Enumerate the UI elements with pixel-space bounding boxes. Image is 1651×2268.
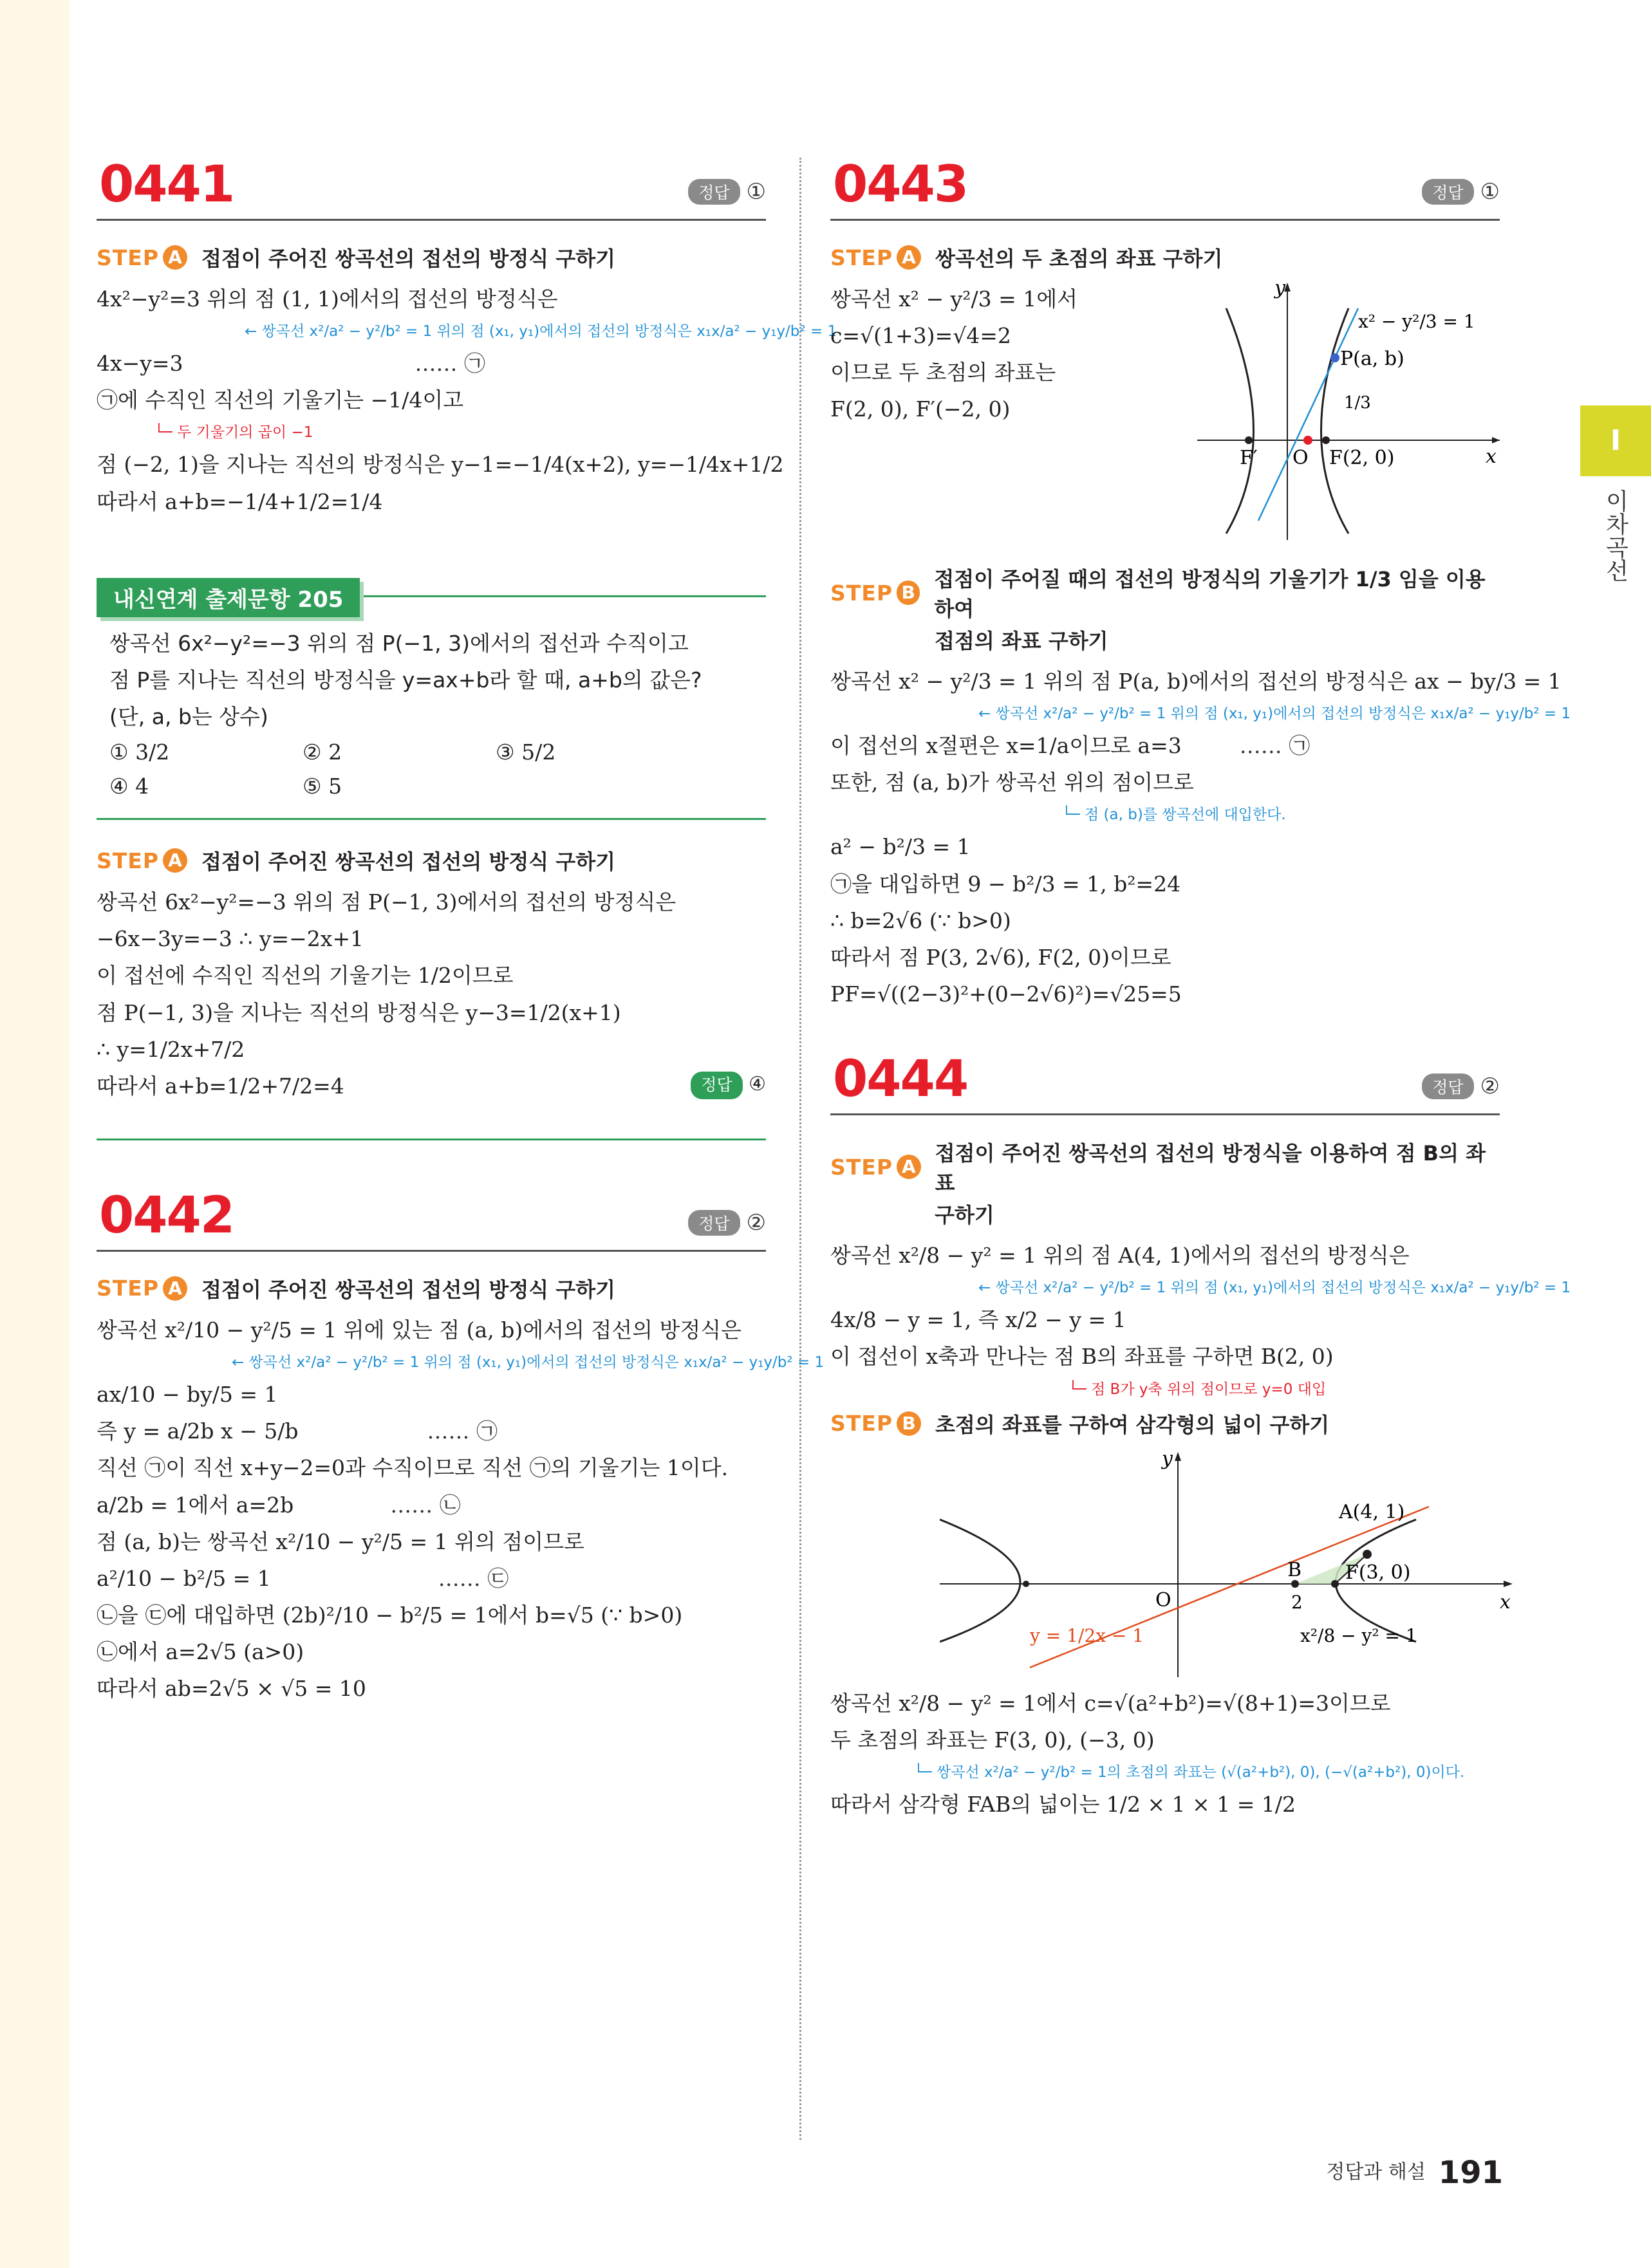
solution-line: 따라서 ab=2√5 × √5 = 10: [97, 1676, 366, 1702]
problem-0444-header: [830, 1043, 1500, 1115]
point-p-label: P(a, b): [1340, 348, 1404, 370]
focus-block: [830, 277, 1500, 553]
y-axis-label: y: [1162, 1448, 1173, 1470]
step-b-heading: STEP B 초점의 좌표를 구하여 삼각형의 넓이 구하기: [830, 1411, 1330, 1437]
step-a-heading: STEP A 접점이 주어진 쌍곡선의 접선의 방정식 구하기: [97, 1276, 616, 1302]
page-number: 191: [1438, 2155, 1503, 2191]
tick-label-2: 2: [1291, 1591, 1303, 1613]
hyperbola-figure-0443: [1197, 276, 1500, 540]
solution-205: [97, 846, 766, 1140]
slope-label: 1/3: [1344, 393, 1371, 413]
problem-0443-header: [830, 148, 1500, 221]
solution-line: 이 접선이 x축과 만나는 점 B의 좌표를 구하면 B(2, 0): [830, 1344, 1334, 1370]
choices: [109, 739, 753, 799]
step-b-heading-cont: 접점의 좌표 구하기: [935, 629, 1108, 653]
solution-line: ㉠을 대입하면 9 − b²/3 = 1, b²=24: [830, 871, 1181, 897]
chapter-title: 이차곡선: [1602, 489, 1628, 582]
column-divider: [799, 158, 801, 2140]
step-a-heading: STEP A 쌍곡선의 두 초점의 좌표 구하기: [830, 245, 1223, 271]
solution-line: 점 (−2, 1)을 지나는 직선의 방정식은 y−1=−1/4(x+2), y=−1/4x+1/2: [97, 452, 784, 478]
formula-note: └─ 두 기울기의 곱이 −1: [154, 424, 313, 442]
answer-badge: 정답 ④: [691, 1070, 766, 1100]
solution-line: ∴ y=1/2x+7/2: [97, 1036, 245, 1062]
right-column: [830, 148, 1571, 1825]
step-a-heading: STEP A 접점이 주어진 쌍곡선의 접선의 방정식 구하기: [97, 245, 616, 271]
solution-line: 4x/8 − y = 1, 즉 x/2 − y = 1: [830, 1307, 1126, 1333]
left-column: [97, 148, 837, 1709]
page-footer: [1326, 2155, 1503, 2191]
formula-note: └─ 점 (a, b)를 쌍곡선에 대입한다.: [1062, 806, 1286, 824]
answer-badge: 정답 ①: [1422, 179, 1500, 205]
problem-number: 0441: [99, 156, 234, 214]
solution-line: 직선 ㉠이 직선 x+y−2=0과 수직이므로 직선 ㉠의 기울기는 1이다.: [97, 1455, 729, 1481]
problem-number: 0443: [833, 156, 968, 214]
solution-line: 쌍곡선 x² − y²/3 = 1 위의 점 P(a, b)에서의 접선의 방정식은 ax − by/3 = 1: [830, 669, 1562, 694]
solution-line: ∴ b=2√6 (∵ b>0): [830, 907, 1011, 933]
solution-line: a²/10 − b²/5 = 1 …… ㉢: [97, 1565, 509, 1591]
focus-f-label: F(2, 0): [1329, 447, 1395, 469]
solution-line: 따라서 a+b=−1/4+1/2=1/4: [97, 488, 383, 514]
solution-line: PF=√((2−3)²+(0−2√6)²)=√25=5: [830, 981, 1182, 1007]
solution-line: 쌍곡선 x²/8 − y² = 1 위의 점 A(4, 1)에서의 접선의 방정식은: [830, 1243, 1410, 1269]
problem-number: 0442: [99, 1186, 234, 1245]
question-line: (단, a, b는 상수): [109, 703, 268, 729]
solution-line: 이므로 두 초점의 좌표는: [830, 360, 1056, 386]
footer-text: 정답과 해설: [1326, 2161, 1426, 2184]
formula-note: └─ 쌍곡선 x²/a² − y²/b² = 1의 초점의 좌표는 (√(a²+b²), 0), (−√(a²+b²), 0)이다.: [914, 1763, 1465, 1781]
solution-line: 쌍곡선 6x²−y²=−3 위의 점 P(−1, 3)에서의 접선의 방정식은: [97, 889, 676, 915]
formula-note: ← 쌍곡선 x²/a² − y²/b² = 1 위의 점 (x₁, y₁)에서의 접선의 방정식은 x₁x/a² − y₁y/b² = 1: [978, 1279, 1571, 1297]
solution-line: ㉠에 수직인 직선의 기울기는 −1/4이고: [97, 387, 464, 413]
solution-line: a² − b²/3 = 1: [830, 834, 971, 860]
solution-line: 이 접선의 x절편은 x=1/a이므로 a=3 …… ㉠: [830, 733, 1311, 759]
x-axis-label: x: [1486, 445, 1497, 468]
answer-badge: 정답 ②: [1422, 1074, 1500, 1099]
choice-2[interactable]: ② 2: [303, 739, 342, 765]
formula-note: ← 쌍곡선 x²/a² − y²/b² = 1 위의 점 (x₁, y₁)에서의 접선의 방정식은 x₁x/a² − y₁y/b² = 1: [232, 1354, 825, 1371]
choice-4[interactable]: ④ 4: [109, 774, 149, 799]
solution-line: 따라서 삼각형 FAB의 넓이는 1/2 × 1 × 1 = 1/2: [830, 1791, 1296, 1817]
problem-number: 0444: [833, 1050, 968, 1109]
step-b-heading: STEP B 접점이 주어질 때의 접선의 방정식의 기울기가 1/3 임을 이용하여: [830, 567, 1486, 621]
origin-label: O: [1155, 1588, 1171, 1612]
question-line: 점 P를 지나는 직선의 방정식을 y=ax+b라 할 때, a+b의 값은?: [109, 667, 702, 692]
y-axis-label: y: [1274, 277, 1285, 299]
step-a-heading: STEP A 접점이 주어진 쌍곡선의 접선의 방정식을 이용하여 점 B의 좌표: [830, 1141, 1486, 1196]
solution-line: 두 초점의 좌표는 F(3, 0), (−3, 0): [830, 1727, 1155, 1752]
focus-fprime-label: F′: [1240, 447, 1258, 469]
choice-3[interactable]: ③ 5/2: [496, 739, 556, 765]
point-b-label: B: [1287, 1558, 1302, 1581]
step-a-heading: STEP A 접점이 주어진 쌍곡선의 접선의 방정식 구하기: [97, 848, 616, 875]
solution-line: 또한, 점 (a, b)가 쌍곡선 위의 점이므로: [830, 770, 1194, 795]
tangent-line-label: y = 1/2x − 1: [1030, 1624, 1144, 1646]
chapter-tab: I: [1580, 405, 1651, 476]
solution-line: ㉡을 ㉢에 대입하면 (2b)²/10 − b²/5 = 1에서 b=√5 (∵ b>0): [97, 1602, 683, 1628]
solution-line: c=√(1+3)=√4=2: [830, 323, 1011, 349]
solution-line: a/2b = 1에서 a=2b …… ㉡: [97, 1492, 461, 1518]
answer-badge: 정답 ①: [688, 179, 766, 205]
solution-line: −6x−3y=−3 ∴ y=−2x+1: [97, 926, 364, 952]
solution-line: 즉 y = a/2b x − 5/b …… ㉠: [97, 1418, 498, 1444]
curve-label: x²/8 − y² = 1: [1300, 1624, 1417, 1646]
hyperbola-figure-0444: [940, 1449, 1519, 1680]
solution-line: 4x−y=3 …… ㉠: [97, 351, 486, 376]
box-title: 내신연계 출제문항 205: [97, 578, 360, 617]
x-axis-label: x: [1500, 1590, 1511, 1613]
point-a-label: A(4, 1): [1339, 1500, 1405, 1523]
question-line: 쌍곡선 6x²−y²=−3 위의 점 P(−1, 3)에서의 접선과 수직이고: [109, 630, 689, 656]
linked-problem-box: [97, 586, 766, 820]
solution-line: F(2, 0), F′(−2, 0): [830, 396, 1011, 422]
solution-line: 점 (a, b)는 쌍곡선 x²/10 − y²/5 = 1 위의 점이므로: [97, 1529, 584, 1554]
solution-line: 점 P(−1, 3)을 지나는 직선의 방정식은 y−3=1/2(x+1): [97, 999, 621, 1025]
page-margin: [0, 0, 70, 2268]
origin-label: O: [1292, 447, 1309, 469]
solution-line: 따라서 a+b=1/2+7/2=4 정답 ④: [97, 1070, 766, 1102]
choice-1[interactable]: ① 3/2: [109, 739, 170, 765]
problem-0441-header: [97, 148, 766, 221]
solution-line: 쌍곡선 x²/8 − y² = 1에서 c=√(a²+b²)=√(8+1)=3이므로: [830, 1690, 1391, 1716]
formula-note: └─ 점 B가 y축 위의 점이므로 y=0 대입: [1068, 1380, 1327, 1398]
curve-label: x² − y²/3 = 1: [1358, 311, 1475, 332]
problem-0442-header: [97, 1179, 766, 1252]
formula-note: ← 쌍곡선 x²/a² − y²/b² = 1 위의 점 (x₁, y₁)에서의 접선의 방정식은 x₁x/a² − y₁y/b² = 1: [245, 323, 837, 340]
choice-5[interactable]: ⑤ 5: [303, 774, 342, 799]
focus-f-label: F(3, 0): [1345, 1561, 1411, 1584]
formula-note: ← 쌍곡선 x²/a² − y²/b² = 1 위의 점 (x₁, y₁)에서의 접선의 방정식은 x₁x/a² − y₁y/b² = 1: [978, 705, 1571, 723]
step-a-heading-cont: 구하기: [935, 1203, 994, 1228]
solution-line: ㉡에서 a=2√5 (a>0): [97, 1639, 304, 1665]
solution-line: 따라서 점 P(3, 2√6), F(2, 0)이므로: [830, 944, 1171, 970]
solution-line: 쌍곡선 x²/10 − y²/5 = 1 위에 있는 점 (a, b)에서의 접선의 방정식은: [97, 1317, 742, 1343]
solution-line: 쌍곡선 x² − y²/3 = 1에서: [830, 286, 1077, 311]
solution-line: ax/10 − by/5 = 1: [97, 1382, 278, 1408]
solution-line: 이 접선에 수직인 직선의 기울기는 1/2이므로: [97, 963, 514, 989]
answer-badge: 정답 ②: [688, 1210, 766, 1236]
solution-line: 4x²−y²=3 위의 점 (1, 1)에서의 접선의 방정식은: [97, 286, 558, 311]
